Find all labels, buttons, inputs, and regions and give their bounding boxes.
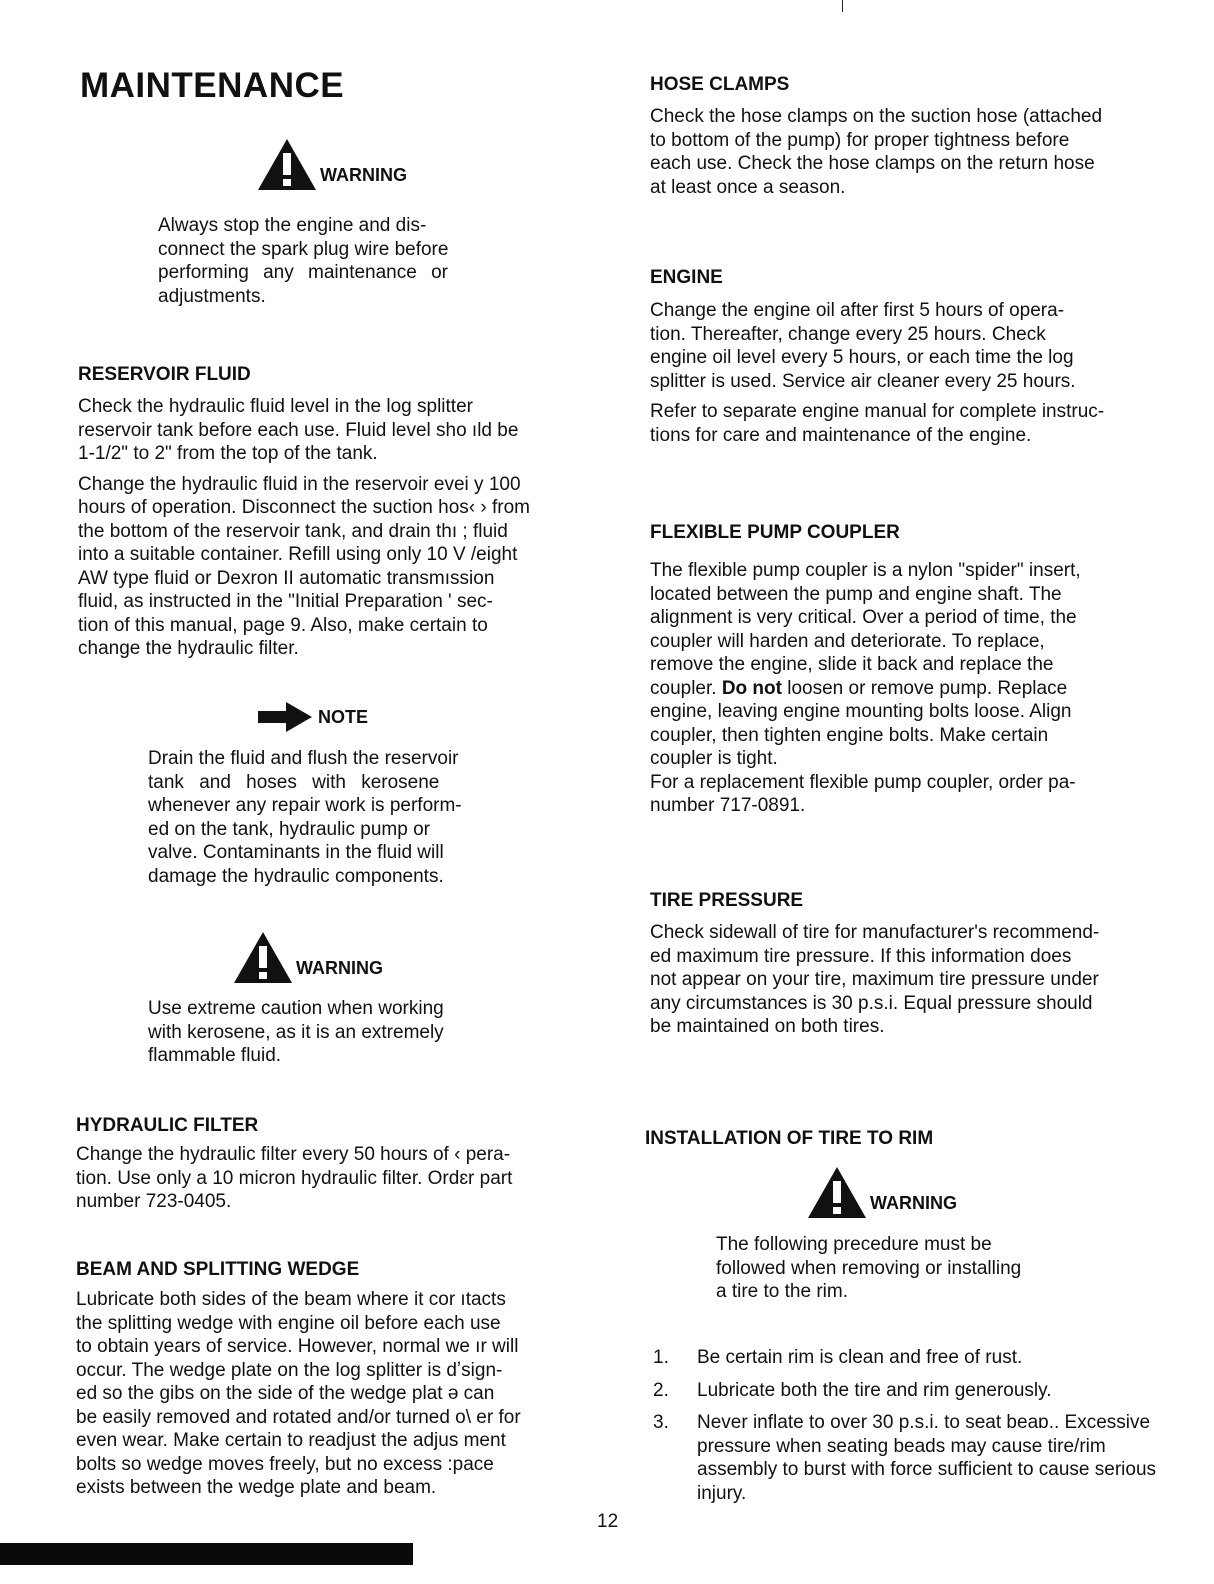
step-number: 3. [653,1412,669,1433]
text-line: remove the engine, slide it back and replace the [650,654,1054,675]
text-line: coupler will harden and deteriorate. To replace, [650,630,1045,652]
text-line: 1-1/2" to 2" from the top of the tank. [78,443,378,464]
text-line: coupler is tight. [650,748,778,769]
warning-line: performing any maintenance or [158,262,448,283]
text-line: coupler, then tighten engine bolts. Make certain [650,724,1049,746]
text-line: number 723-0405. [76,1191,232,1212]
hose-text [650,105,1160,199]
warning-label: WARNING [870,1193,957,1213]
text-line: engine oil level every 5 hours, or each time the log [650,347,1074,368]
text-run: coupler. [650,677,722,699]
warning-line: connect the spark plug wire before [158,238,449,260]
warning-triangle-icon [232,930,294,985]
text-line: For a replacement flexible pump coupler, order pa‐ [650,771,1076,793]
note-callout [258,702,368,732]
text-line: to obtain years of service. However, normal we ır will [76,1336,519,1357]
text-line: tion of this manual, page 9. Also, make certain to [78,614,488,636]
text-line: change the hydraulic filter. [78,638,299,659]
text-line: tion. Use only a 10 micron hydraulic filter. Ordɛr part [76,1167,513,1189]
warning-line: Always stop the engine and dis- [158,215,427,236]
text-line [650,677,1160,701]
filter-text [76,1143,586,1214]
text-line: Check sidewall of tire for manufacturer's recommend- [650,922,1100,943]
warning-line: followed when removing or installing [716,1257,1022,1279]
list-item [653,1411,1163,1505]
note-line: Drain the fluid and flush the reservoir [148,748,459,769]
warning-callout [806,1165,957,1220]
text-line: ed maximum tire pressure. If this information does [650,945,1072,967]
page-title: MAINTENANCE [80,66,345,105]
text-line: Refer to separate engine manual for complete instruc- [650,401,1105,422]
list-item [653,1379,1163,1403]
scan-mark [842,0,843,12]
section-heading-filter: HYDRAULIC FILTER [76,1115,259,1136]
warning-label: WARNING [296,958,383,978]
list-item [653,1346,1163,1370]
step-text: Never inflate to over 30 p.s.i. to seat beaɒ.. Excessive pressure when seating beads may cause tire/rim assembly to burst with force sufficient to cause serious injury. [697,1412,1157,1504]
text-line: AW type fluid or Dexron II automatic transmıssion [78,567,495,589]
text-line: located between the pump and engine shaft. The [650,583,1062,605]
step-number: 1. [653,1347,669,1368]
bold-text: Do not [721,677,782,699]
warning-line: with kerosene, as it is an extremely [148,1021,444,1043]
warning-triangle-icon [806,1165,868,1220]
warning-callout [232,930,383,985]
text-line: number 717-0891. [650,795,806,816]
reservoir-text [78,395,578,661]
text-line: any circumstances is 30 p.s.i. Equal pressure should [650,992,1093,1014]
section-heading-beam: BEAM AND SPLITTING WEDGE [76,1259,360,1280]
arrow-right-icon [258,702,312,732]
text-run: loosen or remove pump. Replace [781,677,1068,699]
warning-triangle-icon [256,137,318,192]
text-line: Check the hose clamps on the suction hose (attached [650,106,1103,127]
text-line: tion. Thereafter, change every 25 hours. Check [650,323,1046,345]
coupler-text [650,559,1160,818]
text-line: to bottom of the pump) for proper tightness before [650,129,1070,151]
text-line: fluid, as instructed in the "Initial Preparation ' sec- [78,591,493,612]
text-line: engine, leaving engine mounting bolts loose. Align [650,701,1072,722]
step-text: Be certain rim is clean and free of rust. [697,1347,1023,1368]
warning-text [148,997,518,1068]
text-line: Change the hydraulic filter every 50 hours of ‹ pera- [76,1144,511,1165]
step-number: 2. [653,1379,669,1401]
note-line: damage the hydraulic components. [148,865,444,887]
text-line: hours of operation. Disconnect the suction hos‹ › from [78,497,531,518]
warning-line: adjustments. [158,285,266,307]
text-line: bolts so wedge moves freely, but no excess :pace [76,1453,494,1475]
warning-line: flammable fluid. [148,1045,282,1066]
text-line: The flexible pump coupler is a nylon "spider" insert, [650,560,1081,581]
section-heading-coupler: FLEXIBLE PUMP COUPLER [650,522,900,543]
text-line: Check the hydraulic fluid level in the log splitter [78,396,473,417]
note-line: whenever any repair work is perform- [148,795,462,816]
page-number: 12 [597,1511,619,1532]
text-line: exists between the wedge plate and beam. [76,1477,437,1498]
text-line: ed so the gibs on the side of the wedge plat ə can [76,1383,495,1404]
tire-text [650,921,1160,1039]
text-line: at least once a season. [650,176,846,198]
text-line: each use. Check the hose clamps on the return hose [650,153,1095,174]
warning-callout [256,137,407,192]
engine-text [650,299,1160,447]
text-line: even wear. Make certain to readjust the adjus ment [76,1430,506,1451]
step-text: Lubricate both the tire and rim generously. [697,1379,1052,1401]
text-line: tions for care and maintenance of the engine. [650,424,1032,446]
text-line: the splitting wedge with engine oil before each use [76,1312,501,1334]
note-line: ed on the tank, hydraulic pump or [148,818,431,840]
text-line: the bottom of the reservoir tank, and drain thı ; fluid [78,520,508,542]
note-label: NOTE [318,706,369,727]
section-heading-engine: ENGINE [650,267,723,288]
bottom-bar [0,1543,413,1565]
note-line: tank and hoses with kerosene [148,771,440,793]
section-heading-tire: TIRE PRESSURE [650,890,804,911]
warning-line: The following precedure must be [716,1234,992,1255]
text-line: Change the engine oil after first 5 hours of opera- [650,300,1065,321]
text-line: occur. The wedge plate on the log splitter is dʼsign- [76,1359,503,1381]
text-line: into a suitable container. Refill using only 10 V /eight [78,544,518,565]
text-line: not appear on your tire, maximum tire pressure under [650,969,1099,990]
note-text [148,747,508,888]
text-line: be maintained on both tires. [650,1016,885,1037]
text-line: be easily removed and rotated and/or turned o\ er for [76,1406,521,1428]
section-heading-hose: HOSE CLAMPS [650,74,790,95]
section-heading-reservoir: RESERVOIR FLUID [78,364,251,385]
warning-line: Use extreme caution when working [148,998,444,1019]
text-line: Change the hydraulic fluid in the reservoir evei y 100 [78,473,521,495]
note-line: valve. Contaminants in the fluid will [148,842,444,863]
text-line: splitter is used. Service air cleaner every 25 hours. [650,370,1076,392]
beam-text [76,1288,586,1500]
warning-text [158,214,518,308]
warning-label: WARNING [320,165,407,185]
warning-text [716,1233,1086,1304]
text-line: Lubricate both sides of the beam where it cor ıtacts [76,1289,506,1310]
warning-line: a tire to the rim. [716,1281,848,1302]
section-heading-install: INSTALLATION OF TIRE TO RIM [645,1128,934,1149]
text-line: alignment is very critical. Over a period of time, the [650,607,1077,628]
text-line: reservoir tank before each use. Fluid level sho ıld be [78,419,519,441]
procedure-steps [653,1346,1163,1514]
